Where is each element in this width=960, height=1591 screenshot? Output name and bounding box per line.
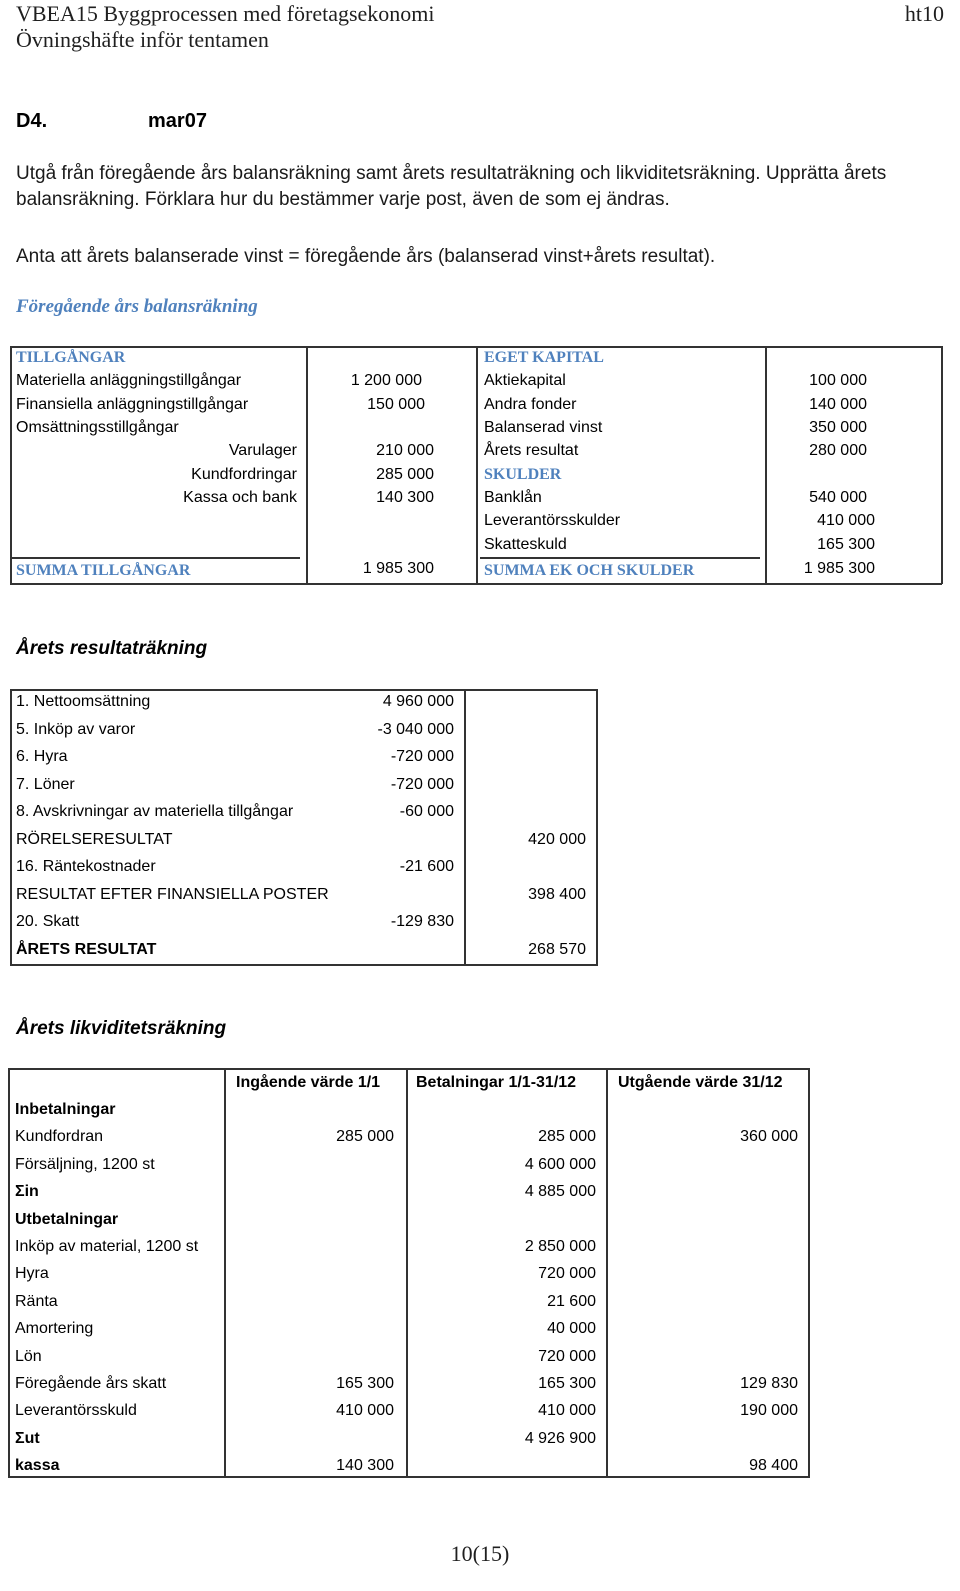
equity-label: Årets resultat	[484, 442, 579, 459]
equity-label: Balanserad vinst	[484, 419, 603, 436]
asset-label: Finansiella anläggningstillgångar	[16, 396, 249, 413]
col-header-ingaende: Ingående värde 1/1	[236, 1074, 381, 1091]
liquidity-row-label: Lön	[15, 1347, 42, 1365]
equity-value: 280 000	[809, 442, 867, 459]
liquidity-cell-c2: 720 000	[538, 1265, 596, 1283]
income-row-label: 1. Nettoomsättning	[16, 693, 151, 710]
liquidity-cell-c2: 40 000	[547, 1320, 596, 1338]
liquidity-cell-c2: 4 926 900	[524, 1429, 596, 1447]
task-text-2: Anta att årets balanserade vinst = föregående års (balanserad vinst+årets resultat).	[16, 246, 716, 267]
liquidity-cell-c2: 4 600 000	[524, 1155, 596, 1173]
task-date: mar07	[148, 110, 207, 132]
income-row-label: 8. Avskrivningar av materiella tillgångar	[16, 803, 294, 820]
asset-label: Kassa och bank	[183, 489, 297, 506]
debt-value: 165 300	[817, 536, 875, 553]
equity-value: 140 000	[809, 396, 867, 413]
liquidity-cell-c3: 98 400	[749, 1457, 798, 1475]
liquidity-cell-c2: 21 600	[547, 1292, 596, 1310]
income-row-label: ÅRETS RESULTAT	[16, 940, 157, 958]
equity-header: EGET KAPITAL	[484, 349, 604, 366]
liquidity-row-label: Amortering	[15, 1320, 94, 1338]
course-title: VBEA15 Byggprocessen med företagsekonomi	[16, 1, 435, 26]
liquidity-row-label: kassa	[15, 1457, 60, 1475]
liquidity-row-label: Σut	[15, 1429, 40, 1447]
income-row-value: -129 830	[390, 913, 454, 930]
debt-label: Banklån	[484, 489, 542, 506]
col-header-betalningar: Betalningar 1/1-31/12	[416, 1074, 577, 1091]
sum-assets-value: 1 985 300	[362, 560, 434, 577]
liquidity-cell-c2: 720 000	[538, 1347, 596, 1365]
income-row-value: -60 000	[399, 803, 454, 820]
liquidity-heading: Årets likviditetsräkning	[16, 1018, 227, 1039]
liquidity-row-label: Kundfordran	[15, 1128, 104, 1146]
liquidity-row-label: Ränta	[15, 1292, 58, 1310]
equity-label: Andra fonder	[484, 396, 577, 413]
income-row-label: 20. Skatt	[16, 913, 80, 930]
col-header-utgaende: Utgående värde 31/12	[618, 1074, 783, 1091]
income-row-value: -720 000	[390, 775, 454, 793]
sum-assets-label: SUMMA TILLGÅNGAR	[16, 562, 191, 579]
sum-ek-label: SUMMA EK OCH SKULDER	[484, 562, 695, 579]
asset-value: 1 200 000	[350, 372, 422, 389]
liquidity-row-label: Σin	[15, 1183, 39, 1201]
equity-value: 100 000	[809, 372, 867, 389]
liquidity-cell-c1: 140 300	[336, 1457, 394, 1475]
assets-header: TILLGÅNGAR	[16, 349, 126, 366]
income-heading: Årets resultaträkning	[16, 638, 208, 659]
asset-value: 285 000	[376, 466, 434, 483]
debt-value: 410 000	[817, 512, 875, 529]
asset-label: Varulager	[228, 442, 297, 459]
liquidity-row-label: Utbetalningar	[15, 1210, 119, 1228]
income-row-value: -21 600	[399, 858, 454, 875]
income-row-label: 16. Räntekostnader	[16, 858, 156, 875]
balance-heading: Föregående års balansräkning	[16, 296, 258, 317]
page-number: 10(15)	[450, 1541, 510, 1566]
liquidity-cell-c1: 410 000	[336, 1402, 394, 1420]
income-row-label: RESULTAT EFTER FINANSIELLA POSTER	[16, 885, 329, 903]
asset-label: Omsättningsstillgångar	[16, 419, 179, 436]
equity-value: 350 000	[809, 419, 867, 436]
asset-value: 150 000	[367, 396, 425, 413]
liquidity-cell-c2: 165 300	[538, 1375, 596, 1392]
income-row-label: 7. Löner	[16, 775, 75, 793]
asset-value: 140 300	[376, 489, 434, 506]
liquidity-cell-c1: 165 300	[336, 1375, 394, 1392]
income-row-label: 5. Inköp av varor	[16, 720, 136, 738]
liquidity-row-label: Hyra	[15, 1265, 49, 1283]
liquidity-cell-c3: 129 830	[740, 1375, 798, 1392]
liquidity-row-label: Inbetalningar	[15, 1101, 116, 1118]
liquidity-cell-c3: 190 000	[740, 1402, 798, 1420]
liquidity-cell-c2: 4 885 000	[524, 1183, 596, 1201]
asset-label: Materiella anläggningstillgångar	[16, 372, 242, 389]
debt-label: Leverantörsskulder	[484, 512, 621, 529]
liquidity-cell-c2: 285 000	[538, 1128, 596, 1146]
equity-label: Aktiekapital	[484, 372, 566, 389]
liquidity-row-label: Leverantörsskuld	[15, 1402, 137, 1420]
liquidity-cell-c3: 360 000	[740, 1128, 798, 1146]
liquidity-row-label: Föregående års skatt	[15, 1375, 167, 1392]
income-row-total: 268 570	[528, 940, 586, 958]
debt-label: Skatteskuld	[484, 536, 567, 553]
liquidity-cell-c2: 410 000	[538, 1402, 596, 1420]
debt-header: SKULDER	[484, 466, 562, 483]
liquidity-cell-c1: 285 000	[336, 1128, 394, 1146]
asset-value: 210 000	[376, 442, 434, 459]
sum-ek-value: 1 985 300	[803, 560, 875, 577]
asset-label: Kundfordringar	[191, 466, 297, 483]
income-row-value: 4 960 000	[382, 693, 454, 710]
liquidity-row-label: Inköp av material, 1200 st	[15, 1238, 199, 1255]
income-row-label: RÖRELSERESULTAT	[16, 830, 173, 848]
liquidity-cell-c2: 2 850 000	[524, 1238, 596, 1255]
liquidity-row-label: Försäljning, 1200 st	[15, 1155, 155, 1173]
debt-value: 540 000	[809, 489, 867, 506]
income-row-label: 6. Hyra	[16, 748, 68, 765]
income-row-total: 398 400	[528, 885, 586, 903]
task-text-1: Utgå från föregående års balansräkning samt årets resultaträkning och likviditetsräkning. Upprätta årets balansräkning. Förklara hur du bestämmer varje post, även de som ej ändras.	[16, 163, 887, 210]
income-row-value: -3 040 000	[377, 720, 454, 738]
course-subtitle: Övningshäfte inför tentamen	[16, 27, 269, 52]
task-id: D4.	[16, 110, 48, 132]
income-row-total: 420 000	[528, 830, 586, 848]
term-label: ht10	[904, 1, 944, 26]
income-row-value: -720 000	[390, 748, 454, 765]
